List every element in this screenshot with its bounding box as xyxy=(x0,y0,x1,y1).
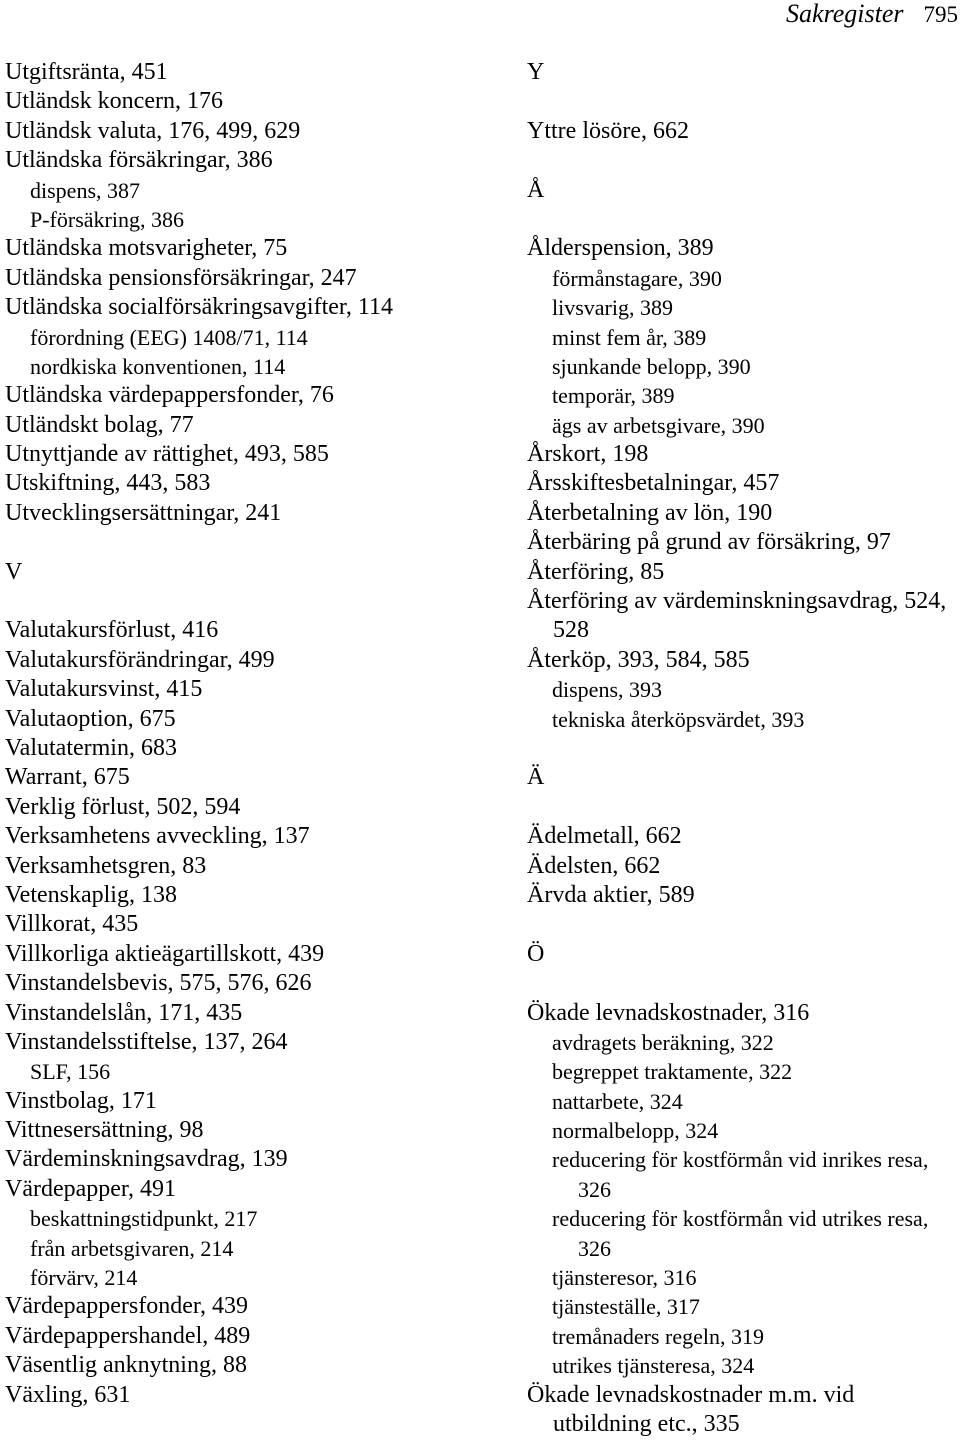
index-entry: Värdepapper, 491 xyxy=(5,1175,176,1202)
index-subentry: temporär, 389 xyxy=(552,383,675,409)
index-entry: Villkorat, 435 xyxy=(5,911,139,938)
index-subentry: från arbetsgivaren, 214 xyxy=(30,1235,234,1261)
index-entry: Utländskt bolag, 77 xyxy=(5,411,194,438)
blank-line xyxy=(527,793,957,822)
index-entry: Vinstbolag, 171 xyxy=(5,1087,157,1114)
index-entry: Verklig förlust, 502, 594 xyxy=(5,793,241,820)
index-entry: Utländska socialförsäkringsavgifter, 114 xyxy=(5,294,394,321)
index-entry: Warrant, 675 xyxy=(5,764,130,791)
index-entry: Vetenskaplig, 138 xyxy=(5,881,177,908)
index-entry: Utländska motsvarigheter, 75 xyxy=(5,235,288,262)
index-entry: Utnyttjande av rättighet, 493, 585 xyxy=(5,441,329,468)
index-entry: Utländska pensionsförsäkringar, 247 xyxy=(5,264,357,291)
index-subentry: tjänsteresor, 316 xyxy=(552,1265,697,1291)
index-entry-group xyxy=(527,587,957,646)
index-entry: Vinstandelsstiftelse, 137, 264 xyxy=(5,1028,288,1055)
blank-line xyxy=(527,734,957,763)
index-entry-group xyxy=(5,1175,505,1293)
index-entry: Utskiftning, 443, 583 xyxy=(5,470,211,497)
index-entry: Värdeminskningsavdrag, 139 xyxy=(5,1146,288,1173)
left-column xyxy=(5,58,505,1410)
index-entry: Utvecklingsersättningar, 241 xyxy=(5,499,282,526)
index-subentry-continuation: 326 xyxy=(578,1235,611,1261)
index-entry: Valutakursförändringar, 499 xyxy=(5,646,275,673)
index-entry: Utländsk valuta, 176, 499, 629 xyxy=(5,117,301,144)
index-entry-group xyxy=(5,146,505,234)
blank-line xyxy=(527,87,957,116)
index-subentry: tjänsteställe, 317 xyxy=(552,1294,700,1320)
index-entry: Villkorliga aktieägartillskott, 439 xyxy=(5,940,325,967)
index-entry: Vinstandelslån, 171, 435 xyxy=(5,999,243,1026)
index-entry: Årsskiftesbetalningar, 457 xyxy=(527,470,780,497)
index-entry: Ärvda aktier, 589 xyxy=(527,881,695,908)
index-entry: Ökade levnadskostnader m.m. vid xyxy=(527,1381,855,1408)
index-subentry: SLF, 156 xyxy=(30,1059,111,1085)
index-subentry: minst fem år, 389 xyxy=(552,324,707,350)
index-entry: Väsentlig anknytning, 88 xyxy=(5,1352,247,1379)
index-entry: Växling, 631 xyxy=(5,1381,131,1408)
index-entry: Återköp, 393, 584, 585 xyxy=(527,646,750,673)
index-subentry: P-försäkring, 386 xyxy=(30,206,184,232)
index-entry: Ålderspension, 389 xyxy=(527,235,714,262)
index-entry: Värdepappershandel, 489 xyxy=(5,1322,251,1349)
index-entry: Årskort, 198 xyxy=(527,441,649,468)
index-entry: Valutakursvinst, 415 xyxy=(5,676,203,703)
index-entry-group xyxy=(527,646,957,734)
index-subentry: normalbelopp, 324 xyxy=(552,1118,719,1144)
index-subentry: avdragets beräkning, 322 xyxy=(552,1029,774,1055)
index-entry: Återbetalning av lön, 190 xyxy=(527,499,773,526)
page-header xyxy=(786,0,958,28)
index-subentry: sjunkande belopp, 390 xyxy=(552,353,751,379)
index-entry-group xyxy=(527,1381,957,1440)
blank-line xyxy=(5,528,505,557)
index-entry: Verksamhetsgren, 83 xyxy=(5,852,207,879)
index-entry: Ökade levnadskostnader, 316 xyxy=(527,999,810,1026)
index-entry: Ädelsten, 662 xyxy=(527,852,661,879)
index-subentry: tremånaders regeln, 319 xyxy=(552,1323,764,1349)
page-number: 795 xyxy=(923,2,958,27)
index-entry: Verksamhetens avveckling, 137 xyxy=(5,823,310,850)
index-entry: Återföring, 85 xyxy=(527,558,665,585)
index-entry-group xyxy=(5,293,505,381)
index-subentry: ägs av arbetsgivare, 390 xyxy=(552,412,765,438)
index-subentry: nordkiska konventionen, 114 xyxy=(30,353,286,379)
index-subentry: tekniska återköpsvärdet, 393 xyxy=(552,706,805,732)
blank-line xyxy=(527,205,957,234)
index-subentry: dispens, 393 xyxy=(552,677,662,703)
section-letter: V xyxy=(5,558,23,585)
right-column xyxy=(527,58,957,1439)
index-subentry-continuation: 326 xyxy=(578,1176,611,1202)
index-entry: Valutakursförlust, 416 xyxy=(5,617,219,644)
blank-line xyxy=(527,910,957,939)
index-entry: Utländska försäkringar, 386 xyxy=(5,147,273,174)
section-letter: Y xyxy=(527,59,545,85)
index-subentry: utrikes tjänsteresa, 324 xyxy=(552,1353,755,1379)
index-subentry: livsvarig, 389 xyxy=(552,295,673,321)
index-entry: Valutatermin, 683 xyxy=(5,734,177,761)
index-entry: Återbäring på grund av försäkring, 97 xyxy=(527,529,891,556)
section-letter: Ö xyxy=(527,940,545,967)
index-subentry: beskattningstidpunkt, 217 xyxy=(30,1206,258,1232)
section-letter: Ä xyxy=(527,764,545,791)
index-subentry: reducering för kostförmån vid utrikes resa, xyxy=(552,1206,929,1232)
blank-line xyxy=(527,146,957,175)
index-entry-group xyxy=(527,234,957,440)
index-entry: Ädelmetall, 662 xyxy=(527,823,682,850)
index-subentry: förmånstagare, 390 xyxy=(552,265,722,291)
index-entry: Yttre lösöre, 662 xyxy=(527,117,689,144)
index-entry: Utgiftsränta, 451 xyxy=(5,59,168,85)
index-entry: Utländsk koncern, 176 xyxy=(5,88,223,115)
index-subentry: förvärv, 214 xyxy=(30,1265,138,1291)
index-entry: Värdepappersfonder, 439 xyxy=(5,1293,248,1320)
running-title: Sakregister xyxy=(786,0,904,28)
index-entry-group xyxy=(527,999,957,1381)
blank-line xyxy=(5,587,505,616)
index-entry: Utländska värdepappersfonder, 76 xyxy=(5,382,334,409)
index-subentry: dispens, 387 xyxy=(30,177,140,203)
index-entry-continuation: 528 xyxy=(553,617,589,644)
index-entry: Återföring av värdeminskningsavdrag, 524, xyxy=(527,588,947,615)
blank-line xyxy=(527,969,957,998)
index-entry: Vittnesersättning, 98 xyxy=(5,1117,204,1144)
index-subentry: nattarbete, 324 xyxy=(552,1088,683,1114)
index-subentry: reducering för kostförmån vid inrikes resa, xyxy=(552,1147,929,1173)
index-entry-continuation: utbildning etc., 335 xyxy=(553,1410,740,1437)
index-entry-group xyxy=(5,1028,505,1087)
index-subentry: förordning (EEG) 1408/71, 114 xyxy=(30,324,308,350)
index-entry: Vinstandelsbevis, 575, 576, 626 xyxy=(5,970,312,997)
index-subentry: begreppet traktamente, 322 xyxy=(552,1059,793,1085)
section-letter: Å xyxy=(527,176,545,203)
index-entry: Valutaoption, 675 xyxy=(5,705,176,732)
